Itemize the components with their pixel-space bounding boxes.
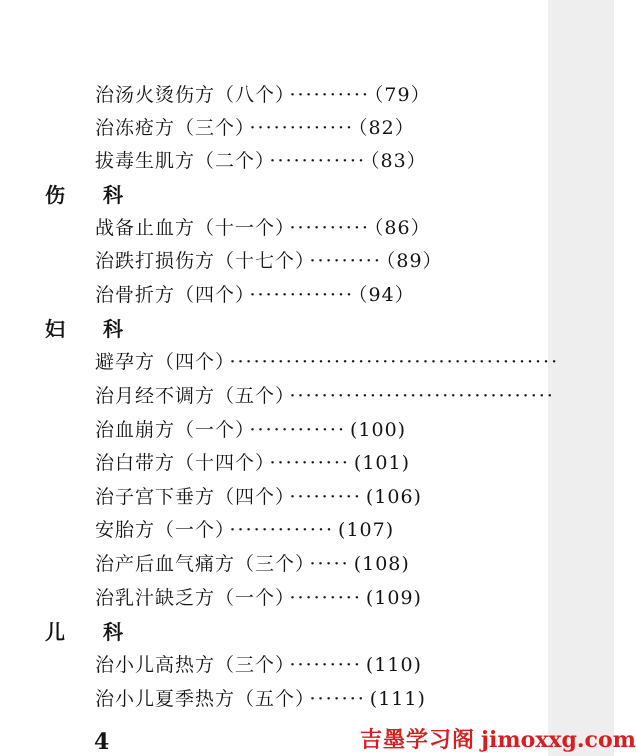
section-char: 科 (103, 183, 123, 207)
entry-title: 避孕方（四个） (95, 351, 226, 373)
watermark-url: jimoxxg.com (481, 727, 636, 753)
entry-title: 治月经不调方（五个） (95, 385, 286, 407)
entry-title: 安胎方（一个） (95, 519, 226, 541)
leader-dots: ········································· (229, 351, 560, 373)
entry-page: （83） (370, 150, 427, 172)
entry-page: (106) (365, 486, 422, 508)
toc-entry (95, 213, 431, 243)
toc-entry (95, 684, 426, 714)
entry-page: (108) (353, 553, 410, 575)
entry-title: 治跌打损伤方（十七个） (95, 250, 306, 272)
toc-entry (95, 246, 443, 276)
toc-entry (95, 347, 563, 377)
leader-dots: ········· (289, 654, 362, 676)
toc-entry (95, 113, 415, 143)
section-heading (45, 314, 123, 344)
entry-title: 拔毒生肌方（二个） (95, 150, 266, 172)
section-char: 科 (103, 317, 123, 341)
section-heading (45, 617, 123, 647)
section-char: 妇 (45, 317, 65, 341)
entry-page: （82） (358, 117, 415, 139)
entry-page: (109) (365, 587, 422, 609)
entry-title: 治产后血气痛方（三个） (95, 553, 306, 575)
entry-title: 治冻疮方（三个） (95, 117, 246, 139)
entry-title: 治小儿夏季热方（五个） (95, 688, 306, 710)
entry-page: (110) (365, 654, 422, 676)
toc-entry (95, 549, 410, 579)
section-char: 儿 (45, 620, 65, 644)
entry-page: (107) (338, 519, 395, 541)
entry-title: 治小儿高热方（三个） (95, 654, 286, 676)
entry-title: 治乳汁缺乏方（一个） (95, 587, 286, 609)
section-char: 伤 (45, 183, 65, 207)
entry-page: (111) (369, 688, 426, 710)
section-heading (45, 180, 123, 210)
entry-page: （89） (385, 250, 443, 272)
leader-dots: ············ (249, 419, 346, 441)
toc-entry (95, 650, 422, 680)
toc-entry (95, 280, 415, 310)
leader-dots: ············ (269, 150, 366, 172)
leader-dots: ············· (249, 284, 355, 306)
leader-dots: ········· (309, 250, 382, 272)
entry-page: （79） (373, 84, 431, 106)
leader-dots: ········· (289, 587, 362, 609)
toc-entry (95, 583, 422, 613)
leader-dots: ······· (309, 688, 366, 710)
leader-dots: ·········· (269, 452, 350, 474)
entry-title: 治白带方（十四个） (95, 452, 266, 474)
page-number: 4 (94, 729, 110, 755)
entry-title: 治骨折方（四个） (95, 284, 246, 306)
leader-dots: ·········· (289, 217, 370, 239)
toc-entry (95, 448, 410, 478)
entry-title: 治汤火烫伤方（八个） (95, 84, 286, 106)
watermark (360, 723, 636, 754)
leader-dots: ········· (289, 486, 362, 508)
leader-dots: ············· (249, 117, 355, 139)
toc-entry (95, 482, 422, 512)
section-char: 科 (103, 620, 123, 644)
entry-page: (101) (353, 452, 411, 474)
entry-page: （86） (373, 217, 431, 239)
entry-title: 战备止血方（十一个） (95, 217, 286, 239)
toc-entry (95, 381, 559, 411)
leader-dots: ································· (289, 385, 555, 407)
toc-entry (95, 146, 427, 176)
toc-entry (95, 80, 431, 110)
leader-dots: ············· (229, 519, 335, 541)
entry-title: 治子宫下垂方（四个） (95, 486, 286, 508)
leader-dots: ····· (309, 553, 350, 575)
toc-entry (95, 515, 394, 545)
leader-dots: ·········· (289, 84, 370, 106)
page-edge-shadow (548, 0, 614, 756)
entry-page: (100) (350, 419, 407, 441)
watermark-cn: 吉墨学习阁 (360, 728, 476, 753)
entry-page: （94） (358, 284, 415, 306)
toc-entry (95, 415, 406, 445)
entry-title: 治血崩方（一个） (95, 419, 246, 441)
